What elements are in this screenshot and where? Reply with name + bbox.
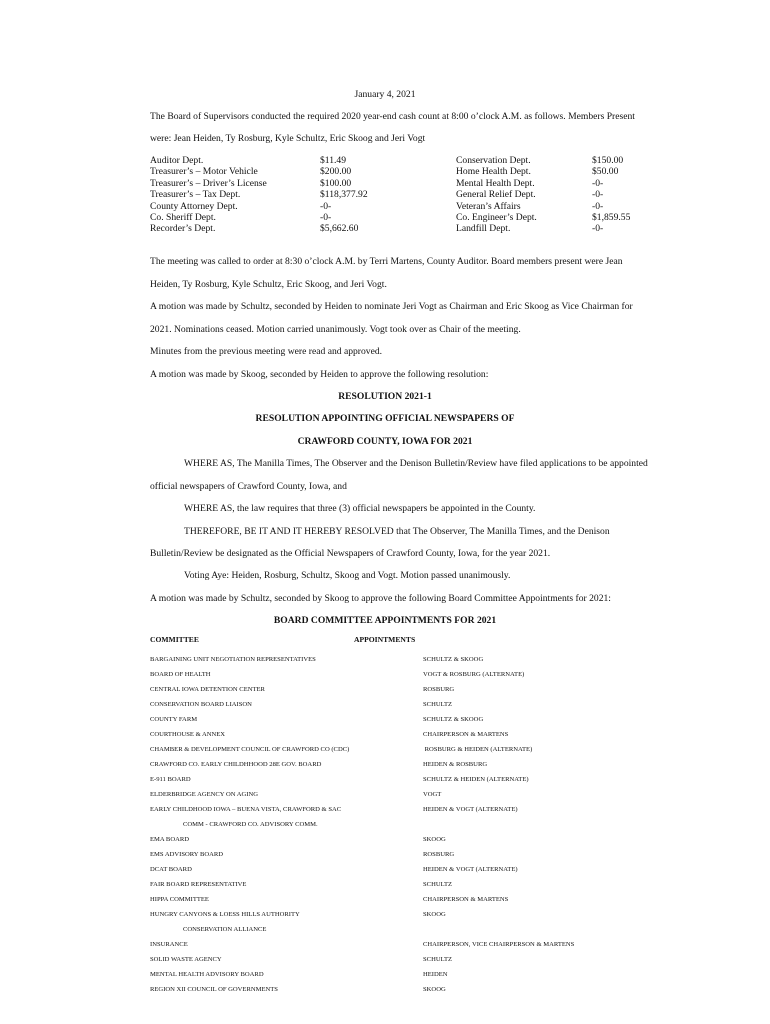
committee-name: CONSERVATION BOARD LIAISON <box>150 700 252 708</box>
department-name: Veteran’s Affairs <box>456 200 521 212</box>
committee-appointment: ROSBURG <box>423 685 455 693</box>
department-amount: $118,377.92 <box>320 189 368 201</box>
committee-appointment: HEIDEN <box>423 970 448 978</box>
department-name: County Attorney Dept. <box>150 200 238 212</box>
department-name: Co. Sheriff Dept. <box>150 212 216 223</box>
department-amount: $11.49 <box>320 155 347 166</box>
committee-name: HUNGRY CANYONS & LOESS HILLS AUTHORITY <box>150 910 300 918</box>
committee-name: CRAWFORD CO. EARLY CHILDHHOOD 28E GOV. BOARD <box>150 760 322 768</box>
department-amount: $200.00 <box>320 166 352 178</box>
committee-appointment: SKOOG <box>423 835 446 843</box>
department-name: Mental Health Dept. <box>456 177 535 189</box>
department-amount: $5,662.60 <box>320 223 359 235</box>
department-amount: $150.00 <box>592 155 624 166</box>
committee-appointment: ROSBURG <box>423 850 455 858</box>
committee-appointment: SCHULTZ & SKOOG <box>423 715 484 723</box>
whereas-2: WHERE AS, the law requires that three (3) official newspapers be appointed in the County. <box>184 503 536 514</box>
department-name: Auditor Dept. <box>150 155 204 166</box>
department-amount: -0- <box>320 212 332 223</box>
resolution-number: RESOLUTION 2021-1 <box>338 391 432 402</box>
committee-name: COUNTY FARM <box>150 715 198 723</box>
paragraph-minutes: Minutes from the previous meeting were read and approved. <box>150 346 383 357</box>
paragraph-resolution-motion: A motion was made by Skoog, seconded by Heiden to approve the following resolution: <box>150 369 489 380</box>
therefore-1: THEREFORE, BE IT AND IT HEREBY RESOLVED that The Observer, The Manilla Times, and the Denison <box>184 526 610 537</box>
committee-appointment: CHAIRPERSON, VICE CHAIRPERSON & MARTENS <box>423 940 575 948</box>
appointments-header: APPOINTMENTS <box>354 635 416 644</box>
committee-appointment: SCHULTZ <box>423 955 453 963</box>
committee-name: FAIR BOARD REPRESENTATIVE <box>150 880 247 888</box>
committee-appointment: HEIDEN & VOGT (ALTERNATE) <box>423 865 518 873</box>
department-name: Treasurer’s – Driver’s License <box>150 177 267 189</box>
committee-name: BARGAINING UNIT NEGOTIATION REPRESENTATIVES <box>150 656 316 663</box>
committee-appointment: HEIDEN & ROSBURG <box>423 760 488 768</box>
department-name: Treasurer’s – Motor Vehicle <box>150 166 258 178</box>
department-name: Landfill Dept. <box>456 223 511 235</box>
whereas-1a: WHERE AS, The Manilla Times, The Observer and the Denison Bulletin/Review have filed applications to be appointed <box>184 458 648 469</box>
committee-name: COMM - CRAWFORD CO. ADVISORY COMM. <box>183 820 318 828</box>
resolution-title-1: RESOLUTION APPOINTING OFFICIAL NEWSPAPERS OF <box>255 413 515 424</box>
committee-appointment: VOGT <box>423 790 442 798</box>
committee-name: SOLID WASTE AGENCY <box>150 955 222 963</box>
committee-appointment: VOGT & ROSBURG (ALTERNATE) <box>423 670 525 678</box>
department-amount: -0- <box>592 177 604 189</box>
department-amount: $50.00 <box>592 166 619 178</box>
document-date: January 4, 2021 <box>354 89 416 100</box>
department-name: Conservation Dept. <box>456 155 531 166</box>
committee-motion: A motion was made by Schultz, seconded by Skoog to approve the following Board Committee Appointments for 2021: <box>150 593 611 604</box>
committee-name: HIPPA COMMITTEE <box>150 895 209 903</box>
committee-name: EARLY CHILDHOOD IOWA – BUENA VISTA, CRAWFORD & SAC <box>150 805 342 813</box>
department-name: Recorder’s Dept. <box>150 223 216 235</box>
committee-name: BOARD OF HEALTH <box>150 670 211 678</box>
department-amount: -0- <box>592 189 604 201</box>
committee-appointment: SKOOG <box>423 910 446 918</box>
department-name: Co. Engineer’s Dept. <box>456 212 537 223</box>
intro-line-1: The Board of Supervisors conducted the required 2020 year-end cash count at 8:00 o’clock A.M. as follows. Members Present <box>150 111 635 122</box>
department-name: General Relief Dept. <box>456 189 536 201</box>
committee-appointment: CHAIRPERSON & MARTENS <box>423 895 509 903</box>
resolution-title-2: CRAWFORD COUNTY, IOWA FOR 2021 <box>297 436 473 447</box>
department-amount: $1,859.55 <box>592 212 631 223</box>
department-amount: -0- <box>592 200 604 212</box>
paragraph-nomination-2: 2021. Nominations ceased. Motion carried unanimously. Vogt took over as Chair of the meeting. <box>150 324 521 335</box>
committee-name: DCAT BOARD <box>150 865 192 873</box>
department-name: Home Health Dept. <box>456 166 531 178</box>
paragraph-call-to-order-1: The meeting was called to order at 8:30 o’clock A.M. by Terri Martens, County Auditor. Board members present were Jean <box>150 256 623 267</box>
committee-appointment: SCHULTZ & HEIDEN (ALTERNATE) <box>423 775 529 783</box>
committee-appointment: CHAIRPERSON & MARTENS <box>423 730 509 738</box>
committee-name: CONSERVATION ALLIANCE <box>183 925 267 933</box>
paragraph-call-to-order-2: Heiden, Ty Rosburg, Kyle Schultz, Eric Skoog, and Jeri Vogt. <box>150 279 387 290</box>
committee-appointment: SCHULTZ <box>423 700 453 708</box>
committee-name: REGION XII COUNCIL OF GOVERNMENTS <box>150 985 278 993</box>
committee-appointment: SCHULTZ & SKOOG <box>423 656 484 663</box>
paragraph-nomination-1: A motion was made by Schultz, seconded by Heiden to nominate Jeri Vogt as Chairman and Eric Skoog as Vice Chairman for <box>150 301 633 312</box>
committee-name: COURTHOUSE & ANNEX <box>150 730 226 738</box>
voting-line: Voting Aye: Heiden, Rosburg, Schultz, Skoog and Vogt. Motion passed unanimously. <box>184 570 511 581</box>
department-amount: -0- <box>592 223 604 235</box>
committee-name: CHAMBER & DEVELOPMENT COUNCIL OF CRAWFORD CO (CDC) <box>150 745 350 753</box>
intro-line-2: were: Jean Heiden, Ty Rosburg, Kyle Schultz, Eric Skoog and Jeri Vogt <box>150 133 426 144</box>
department-amount: -0- <box>320 200 332 212</box>
therefore-2: Bulletin/Review be designated as the Official Newspapers of Crawford County, Iowa, for the year 2021. <box>150 548 551 559</box>
committee-appointment: SCHULTZ <box>423 880 453 888</box>
whereas-1b: official newspapers of Crawford County, Iowa, and <box>150 481 347 492</box>
committee-appointment: ROSBURG & HEIDEN (ALTERNATE) <box>423 745 533 753</box>
committee-name: E-911 BOARD <box>150 775 191 783</box>
department-amount: $100.00 <box>320 177 352 189</box>
committee-appointment: HEIDEN & VOGT (ALTERNATE) <box>423 805 518 813</box>
committee-appointment: SKOOG <box>423 985 446 993</box>
committee-name: EMA BOARD <box>150 835 190 843</box>
committee-name: EMS ADVISORY BOARD <box>150 850 224 858</box>
committee-header: COMMITTEE <box>150 635 199 644</box>
committee-name: CENTRAL IOWA DETENTION CENTER <box>150 685 265 693</box>
committee-name: INSURANCE <box>150 940 188 948</box>
department-name: Treasurer’s – Tax Dept. <box>150 189 241 201</box>
committee-name: MENTAL HEALTH ADVISORY BOARD <box>150 970 264 978</box>
committee-name: ELDERBRIDGE AGENCY ON AGING <box>150 790 258 798</box>
committee-title: BOARD COMMITTEE APPOINTMENTS FOR 2021 <box>273 615 497 626</box>
